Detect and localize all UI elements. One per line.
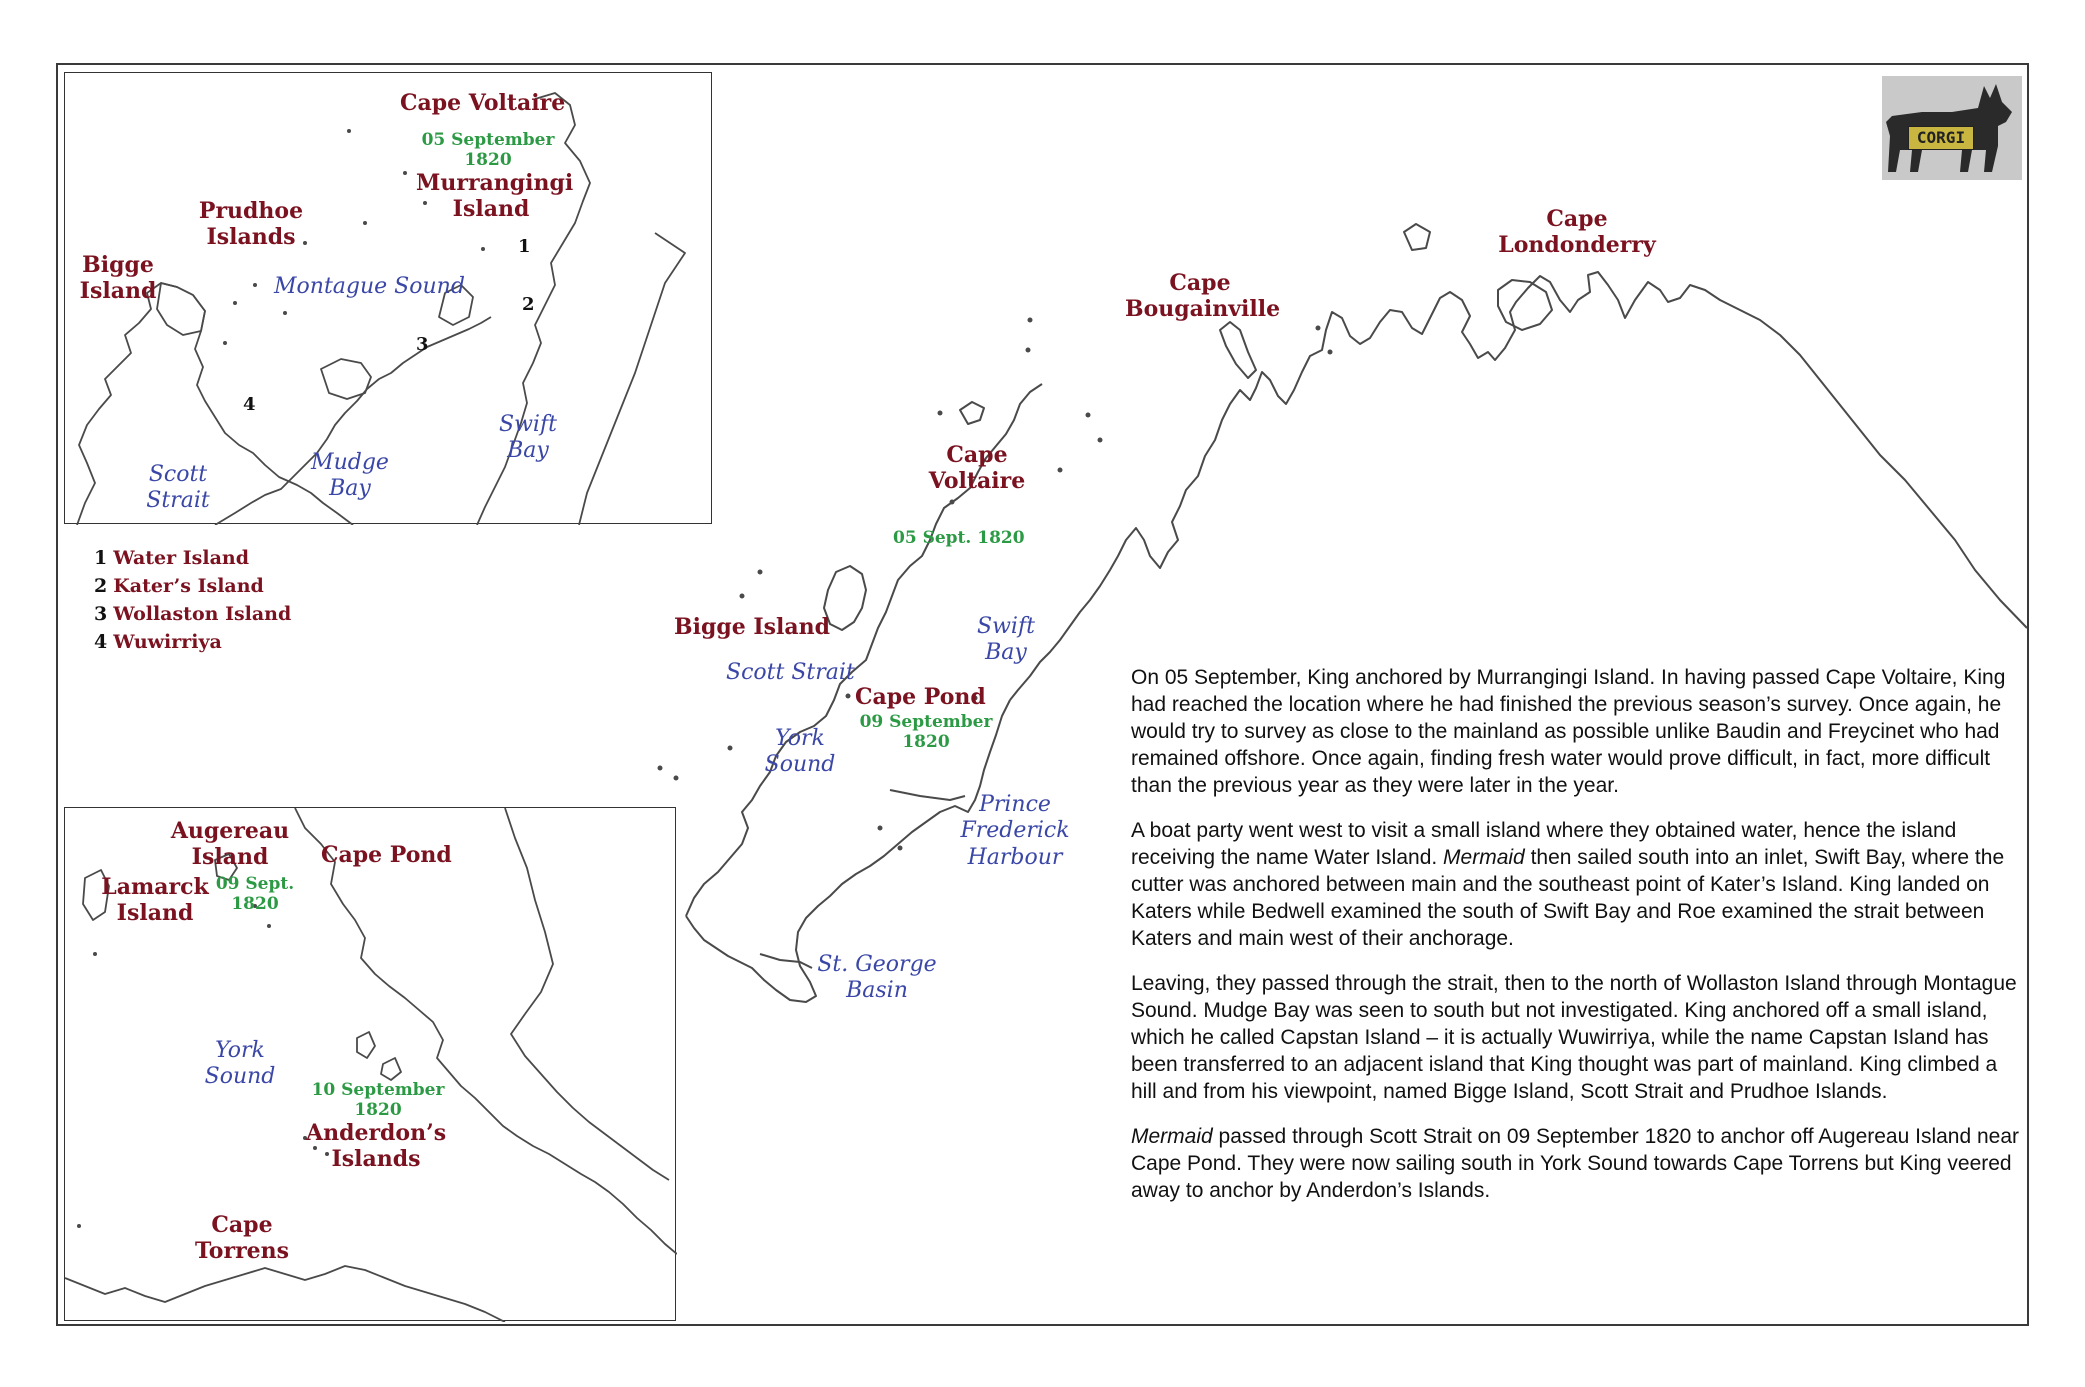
label-scott-strait: Scott Strait xyxy=(726,660,855,685)
label-line: Voltaire xyxy=(928,468,1026,495)
inset-label-murrangingi-island xyxy=(416,170,574,223)
label-line: 1820 xyxy=(902,732,950,753)
legend-name: Kater’s Island xyxy=(113,575,264,597)
legend-name: Water Island xyxy=(113,547,249,569)
inset-label-date-09-sept xyxy=(210,874,300,915)
label-line: Cape xyxy=(211,1212,273,1238)
label-line: Prudhoe xyxy=(198,198,304,224)
island-dot xyxy=(728,746,733,751)
island-dot xyxy=(77,1224,81,1228)
island-dot xyxy=(740,594,745,599)
label-line: Sound xyxy=(764,752,836,778)
label-york-sound xyxy=(760,726,840,779)
label-line: Torrens xyxy=(194,1238,290,1265)
inset-label-prudhoe-islands xyxy=(196,198,306,251)
logo-text: CORGI xyxy=(1908,126,1974,150)
inset-bottom-mainland xyxy=(295,808,677,1254)
label-prince-frederick-harbour xyxy=(960,792,1070,871)
legend-item xyxy=(94,572,291,600)
label-line: 09 September xyxy=(859,712,993,732)
island-dot xyxy=(267,924,271,928)
inset-label-cape-pond: Cape Pond xyxy=(321,842,452,868)
label-cape-pond: Cape Pond xyxy=(855,684,986,710)
label-line: Mudge xyxy=(311,450,389,475)
label-line: Lamarck xyxy=(101,874,209,900)
inset-label-date-05-september xyxy=(418,130,558,171)
island-dot xyxy=(758,570,763,575)
island-anderdons-b xyxy=(381,1058,401,1080)
label-line: Islands xyxy=(206,224,296,251)
island-dot xyxy=(403,171,407,175)
island-wollaston xyxy=(321,359,371,399)
island-dot xyxy=(1098,438,1103,443)
label-line: Strait xyxy=(146,488,210,514)
main-coastline xyxy=(1010,272,2027,700)
island-dot xyxy=(938,411,943,416)
island-bigge xyxy=(824,566,866,630)
label-line: Cape xyxy=(946,442,1008,468)
label-date-09-september xyxy=(856,712,996,753)
narrative-paragraph xyxy=(1131,817,2026,952)
legend xyxy=(94,544,291,656)
label-line: Scott xyxy=(148,462,208,487)
inset-label-augereau-island xyxy=(160,818,300,871)
label-swift-bay xyxy=(966,614,1046,667)
label-line: 05 September xyxy=(421,130,555,150)
label-line: Bougainville xyxy=(1125,296,1281,323)
island-dot xyxy=(1028,318,1033,323)
inset-label-anderdons-islands xyxy=(306,1120,446,1173)
island-bigge-inset xyxy=(157,283,205,335)
label-line: 1820 xyxy=(464,150,512,171)
inset-marker-1: 1 xyxy=(518,236,531,257)
label-line: Sound xyxy=(204,1064,276,1090)
label-line: Swift xyxy=(977,614,1035,639)
island-dot xyxy=(223,341,227,345)
island-dot xyxy=(363,221,367,225)
island-dot xyxy=(950,500,955,505)
label-line: Murrangingi xyxy=(416,170,574,196)
label-line: Bigge xyxy=(82,252,154,278)
legend-item xyxy=(94,544,291,572)
label-line: Frederick xyxy=(960,818,1070,844)
label-cape-bougainville xyxy=(1125,270,1281,323)
island-dot xyxy=(674,776,679,781)
label-line: Cape xyxy=(1546,206,1608,232)
label-cape-voltaire xyxy=(922,442,1032,495)
island-dot xyxy=(283,311,287,315)
legend-name: Wollaston Island xyxy=(113,603,292,625)
inset-label-montague-sound: Montague Sound xyxy=(274,274,465,299)
inset-label-cape-torrens xyxy=(192,1212,292,1265)
label-line: 10 September xyxy=(311,1080,445,1100)
inset-label-scott-strait xyxy=(138,462,218,515)
label-line: Swift xyxy=(499,412,557,437)
island-dot xyxy=(1058,468,1063,473)
legend-number: 2 xyxy=(94,575,108,597)
label-line: Bay xyxy=(507,438,549,464)
inset-marker-2: 2 xyxy=(522,294,535,315)
inset-top-coast-right xyxy=(579,233,685,525)
island-anderdons-a xyxy=(357,1032,375,1058)
ship-name: Mermaid xyxy=(1131,1125,1213,1148)
inset-bottom-coast-south xyxy=(65,1266,505,1322)
island-dot xyxy=(846,694,851,699)
inset-label-mudge-bay xyxy=(310,450,390,503)
label-bigge-island: Bigge Island xyxy=(674,614,831,640)
inset-label-cape-voltaire: Cape Voltaire xyxy=(400,90,566,116)
island-dot xyxy=(347,129,351,133)
label-line: Island xyxy=(79,278,157,305)
label-line: 1820 xyxy=(231,894,279,915)
narrative-paragraph: Leaving, they passed through the strait, then to the north of Wollaston Island through Montague Sound. Mudge Bay was seen to south but not investigated. King anchored off a small island, which he called Capstan Island – it is actually Wuwirriya, while the name Capstan Island has been transferred to an adjacent island that King thought was part of mainland. King climbed a hill and from his viewpoint, named Bigge Island, Scott Strait and Prudhoe Islands. xyxy=(1131,972,2017,1103)
narrative-paragraph xyxy=(1131,1123,2026,1204)
legend-number: 4 xyxy=(94,631,108,653)
island-outer-3 xyxy=(1404,224,1430,250)
narrative-span: A boat party went west to visit a small island where they obtained water, hence the island receiving the name Water Island. xyxy=(1131,819,1957,869)
inset-label-swift-bay xyxy=(488,412,568,465)
harbour-inlet xyxy=(890,790,965,800)
label-line: Augereau xyxy=(170,818,290,844)
island-dot xyxy=(898,846,903,851)
island-dot xyxy=(233,301,237,305)
island-dot xyxy=(878,826,883,831)
inset-label-york-sound xyxy=(200,1038,280,1091)
legend-number: 1 xyxy=(94,547,108,569)
legend-number: 3 xyxy=(94,603,108,625)
label-line: Bay xyxy=(329,476,371,502)
label-line: Cape xyxy=(1169,270,1231,296)
label-line: Bay xyxy=(985,640,1027,666)
ship-name: Mermaid xyxy=(1443,846,1525,869)
label-line: Island xyxy=(191,844,269,871)
island-dot xyxy=(93,952,97,956)
island-dot xyxy=(1086,413,1091,418)
label-line: Island xyxy=(116,900,194,927)
legend-name: Wuwirriya xyxy=(113,631,222,653)
island-dot xyxy=(253,283,257,287)
label-st-george-basin xyxy=(812,952,942,1005)
legend-item xyxy=(94,600,291,628)
label-line: York xyxy=(775,726,825,751)
label-line: Island xyxy=(452,196,530,223)
narrative-paragraph: On 05 September, King anchored by Murrangingi Island. In having passed Cape Voltaire, King had reached the location where he had finished the previous season’s survey. Once again, he would try to survey as close to the mainland as possible unlike Baudin and Freycinet who had remained offshore. Once again, finding fresh water would prove difficult, in fact, more difficult than the previous year as they were later in the year. xyxy=(1131,666,2006,797)
narrative-span: then sailed south into an inlet, Swift Bay, where the cutter was anchored between main and the southeast point of Kater’s Island. King landed on Katers while Bedwell examined the south of Swift Bay and Roe examined the strait between Katers and main west of their anchorage. xyxy=(1131,846,2005,950)
legend-item xyxy=(94,628,291,656)
inset-marker-3: 3 xyxy=(416,334,429,355)
label-line: Basin xyxy=(846,978,908,1004)
island-dot xyxy=(1328,350,1333,355)
narrative-span: passed through Scott Strait on 09 September 1820 to anchor off Augereau Island near Cape Pond. They were now sailing south in York Sound towards Cape Torrens but King veered away to anchor by Anderdon’s Islands. xyxy=(1131,1125,2020,1202)
island-dot xyxy=(1316,326,1321,331)
island-outer-2 xyxy=(1220,322,1256,378)
label-line: Islands xyxy=(331,1146,421,1173)
inset-marker-4: 4 xyxy=(243,394,256,415)
label-line: 09 Sept. xyxy=(215,874,295,894)
island-dot xyxy=(481,247,485,251)
label-cape-londonderry xyxy=(1492,206,1662,259)
inset-bottom-coast-east xyxy=(505,808,669,1180)
island-dot xyxy=(658,766,663,771)
label-line: Londonderry xyxy=(1498,232,1656,259)
label-line: Harbour xyxy=(967,844,1063,870)
label-line: St. George xyxy=(817,952,937,977)
label-line: 1820 xyxy=(354,1100,402,1121)
label-line: York xyxy=(215,1038,265,1063)
inset-label-bigge-island xyxy=(78,252,158,305)
label-line: Anderdon’s xyxy=(306,1120,447,1146)
island-outer-1 xyxy=(960,402,984,424)
inset-label-date-10-september xyxy=(308,1080,448,1121)
island-dot xyxy=(1026,348,1031,353)
island-londonderry xyxy=(1498,280,1552,330)
label-date-05-sept: 05 Sept. 1820 xyxy=(893,528,1025,548)
inset-label-lamarck-island xyxy=(100,874,210,927)
corgi-logo xyxy=(1882,76,2022,180)
basin-inlet xyxy=(760,954,812,968)
label-line: Prince xyxy=(979,792,1051,817)
narrative-text xyxy=(1131,664,2026,1222)
